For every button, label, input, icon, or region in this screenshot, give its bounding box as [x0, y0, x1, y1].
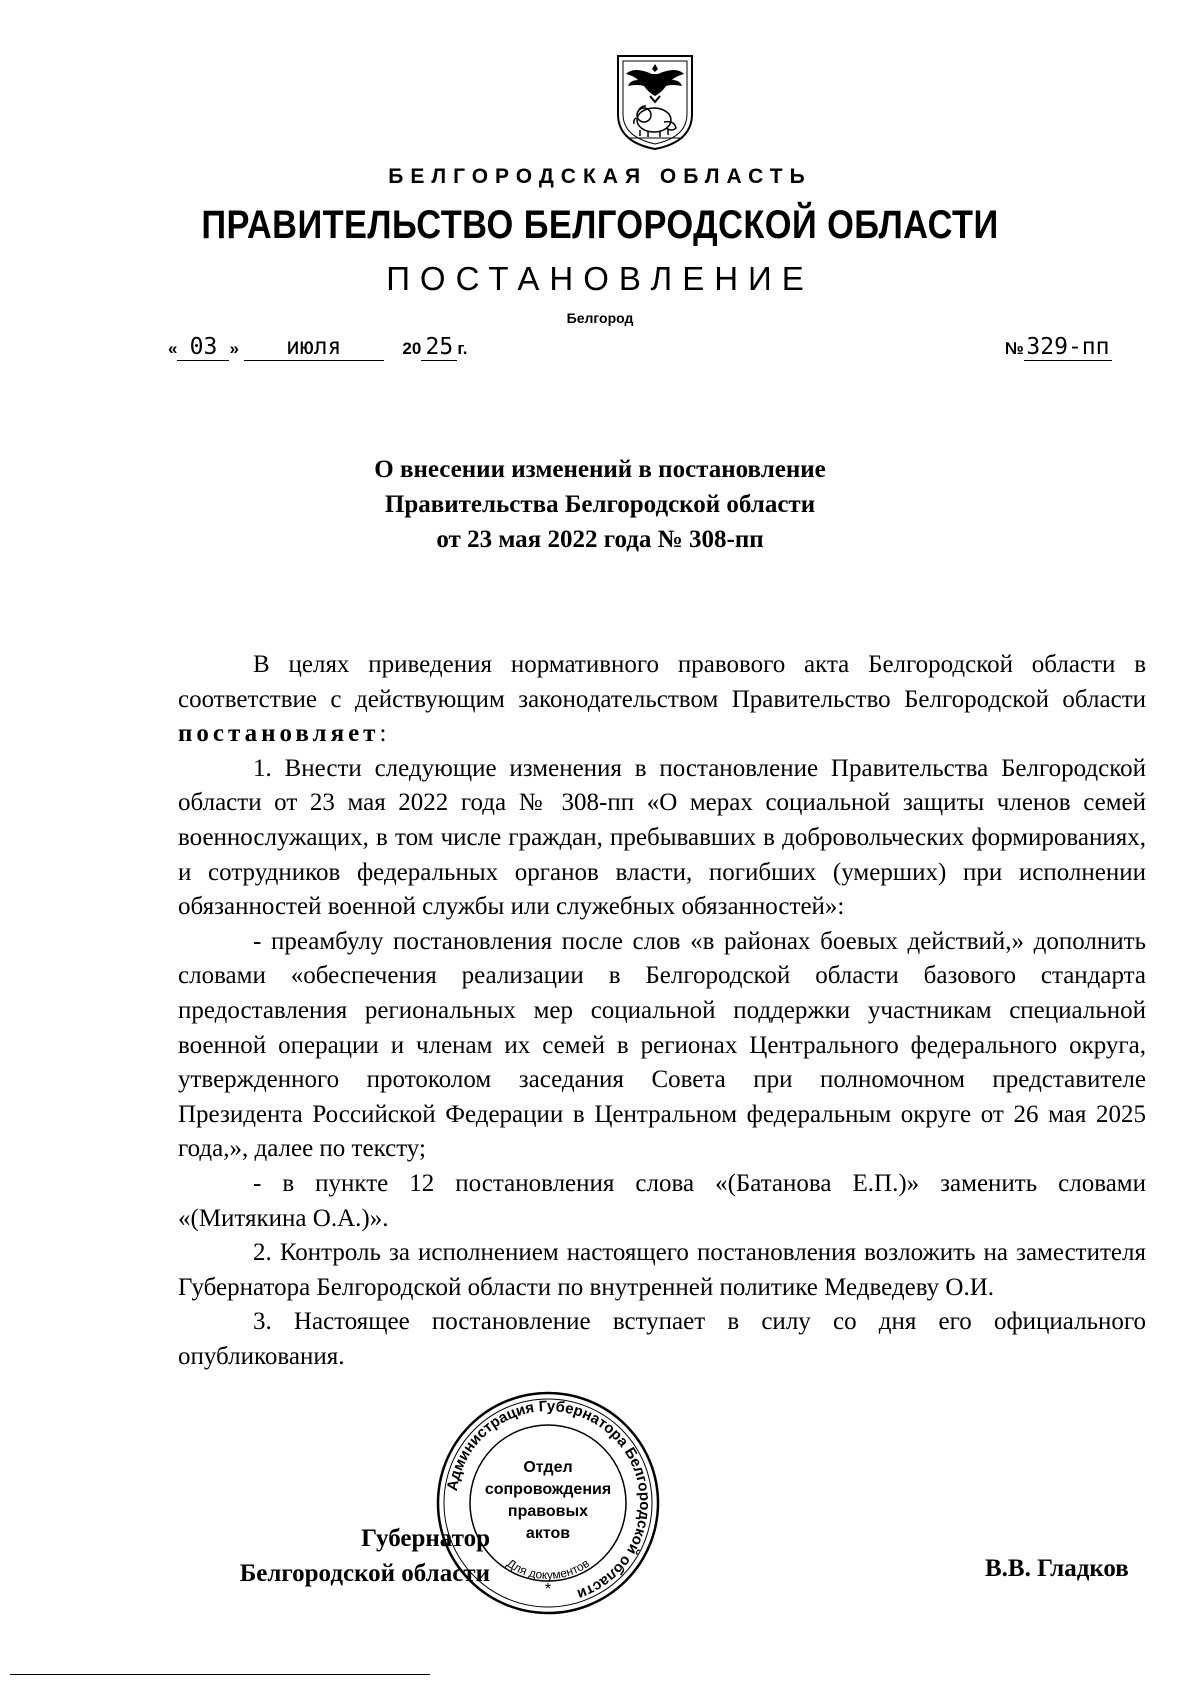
body-paragraph-item-2: 2. Контроль за исполнением настоящего постановления возложить на заместителя Губернатора Белгородской области по внутренней политике Медведеву О.И.	[178, 1239, 1146, 1301]
signatory-name: В.В. Гладков	[985, 1555, 1129, 1582]
keyword-postanovlyaet: постановляет	[178, 720, 380, 748]
decree-number	[1005, 334, 1112, 361]
stamp-center-line: Отдел	[523, 1459, 573, 1476]
coat-of-arms-emblem	[614, 52, 696, 152]
date-day: 03	[177, 334, 229, 361]
government-heading: ПРАВИТЕЛЬСТВО БЕЛГОРОДСКОЙ ОБЛАСТИ	[201, 203, 999, 247]
decree-date	[168, 334, 467, 361]
title-line: О внесении изменений в постановление	[374, 456, 826, 483]
body-paragraph-item-3: 3. Настоящее постановление вступает в силу со дня его официального опубликования.	[178, 1308, 1146, 1370]
document-type-heading: ПОСТАНОВЛЕНИЕ	[386, 260, 814, 297]
number-value: 329-пп	[1024, 334, 1112, 361]
decree-body	[178, 648, 1146, 1374]
title-line: Правительства Белгородской области	[384, 491, 816, 518]
decree-title	[0, 452, 1200, 557]
number-prefix: №	[1005, 339, 1024, 358]
footer-divider	[10, 1674, 430, 1675]
signatory-position: Губернатор Белгородской области	[239, 1525, 490, 1587]
stamp-center-line: сопровождения	[484, 1481, 612, 1498]
date-year-unit: г.	[457, 339, 468, 358]
date-open-quote: «	[168, 339, 178, 358]
body-paragraph-item-1: 1. Внести следующие изменения в постановление Правительства Белгородской области от 23 мая 2022 года № 308-пп «О мерах социальной защиты членов семей военнослужащих, в том числе граждан, пребывавших в добровольческих формированиях, и сотрудников федеральных органов власти, погибших (умерших) при исполнении обязанностей военной службы или служебных обязанностей»:	[178, 754, 1146, 921]
date-year-prefix: 20	[402, 339, 422, 358]
region-heading: БЕЛГОРОДСКАЯ ОБЛАСТЬ	[388, 165, 812, 188]
stamp-star: *	[544, 1581, 552, 1598]
stamp-center-line: правовых	[507, 1503, 589, 1520]
date-year-suffix: 25	[421, 334, 457, 361]
body-paragraph-preamble: В целях приведения нормативного правового акта Белгородской области в соответствие с действующим законодательством Правительство Белгородской области постановляет:	[178, 651, 1146, 748]
body-paragraph-amendment-2: - в пункте 12 постановления слова «(Батанова Е.П.)» заменить словами «(Митякина О.А.)».	[178, 1169, 1146, 1232]
body-paragraph-amendment-1: - преамбулу постановления после слов «в районах боевых действий,» дополнить словами «обеспечения реализации в Белгородской области базового стандарта предоставления региональных мер социальной поддержки участникам специальной военной операции и членам их семей в регионах Центрального федерального округа, утвержденного протоколом заседания Совета при полномочном представителе Президента Российской Федерации в Центральном федеральным округе от 26 мая 2025 года,», далее по тексту;	[178, 927, 1146, 1163]
stamp-ring-text: Администрация Губернатора Белгородской области	[443, 1397, 654, 1603]
official-stamp	[433, 1388, 663, 1618]
date-close-quote: »	[229, 339, 239, 358]
date-month: июля	[244, 334, 384, 361]
title-line: от 23 мая 2022 года № 308-пп	[436, 526, 764, 553]
stamp-bottom-text: Для документов	[504, 1556, 592, 1583]
city-label: Белгород	[566, 310, 634, 326]
stamp-center-line: актов	[525, 1525, 571, 1542]
